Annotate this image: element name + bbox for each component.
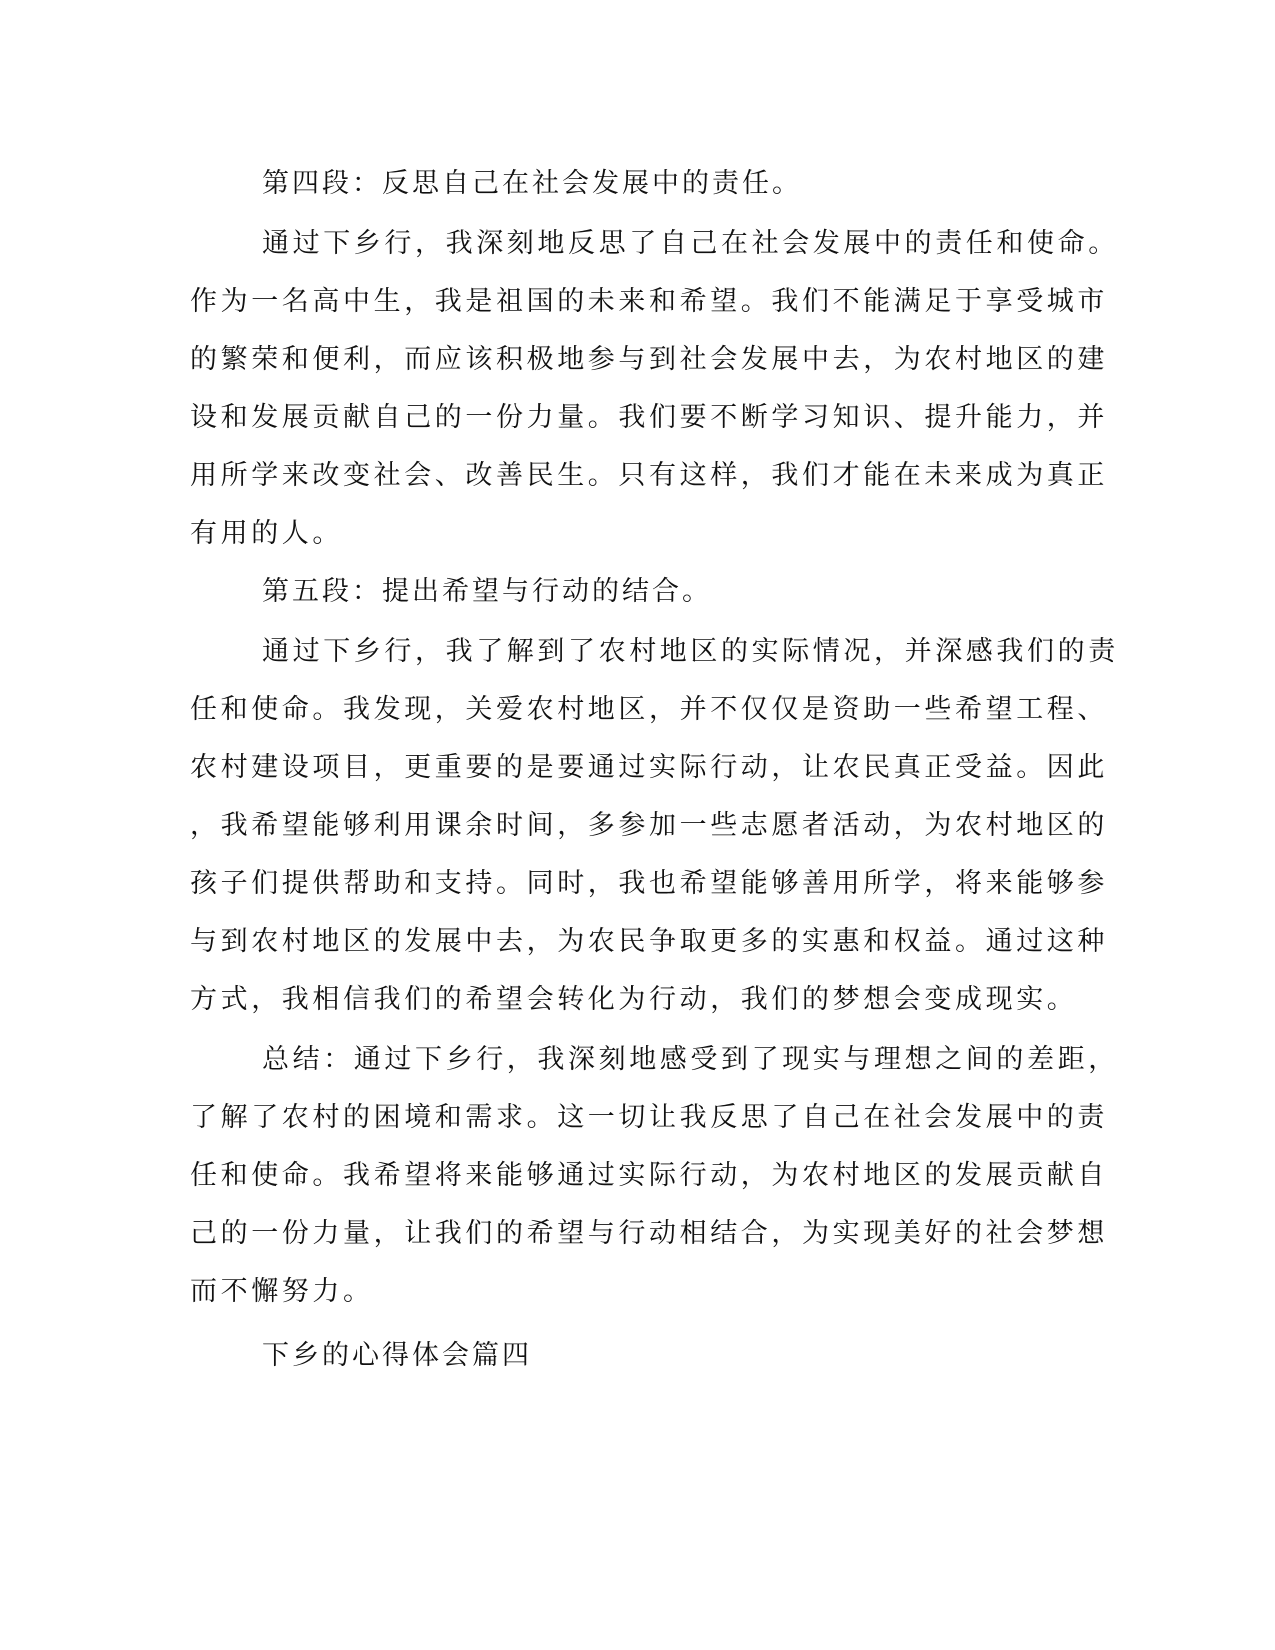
section5-line: 与到农村地区的发展中去，为农民争取更多的实惠和权益。通过这种 bbox=[190, 926, 1108, 957]
summary-line: 任和使命。我希望将来能够通过实际行动，为农村地区的发展贡献自 bbox=[190, 1160, 1108, 1191]
section4-line: 作为一名高中生，我是祖国的未来和希望。我们不能满足于享受城市 bbox=[190, 286, 1108, 317]
section4-line: 的繁荣和便利，而应该积极地参与到社会发展中去，为农村地区的建 bbox=[190, 344, 1108, 375]
section5-line: 任和使命。我发现，关爱农村地区，并不仅仅是资助一些希望工程、 bbox=[190, 694, 1108, 725]
section4-line: 通过下乡行，我深刻地反思了自己在社会发展中的责任和使命。 bbox=[262, 228, 1119, 259]
section5-line: ，我希望能够利用课余时间，多参加一些志愿者活动，为农村地区的 bbox=[190, 810, 1108, 841]
section5-line: 方式，我相信我们的希望会转化为行动，我们的梦想会变成现实。 bbox=[190, 984, 1078, 1015]
section4-line: 设和发展贡献自己的一份力量。我们要不断学习知识、提升能力，并 bbox=[190, 402, 1108, 433]
summary-line: 了解了农村的困境和需求。这一切让我反思了自己在社会发展中的责 bbox=[190, 1102, 1108, 1133]
summary-line: 而不懈努力。 bbox=[190, 1276, 374, 1307]
section5-line: 农村建设项目，更重要的是要通过实际行动，让农民真正受益。因此 bbox=[190, 752, 1108, 783]
section5-line: 通过下乡行，我了解到了农村地区的实际情况，并深感我们的责 bbox=[262, 636, 1119, 667]
section4-heading: 第四段：反思自己在社会发展中的责任。 bbox=[262, 168, 802, 199]
section4-line: 有用的人。 bbox=[190, 518, 343, 549]
summary-line: 总结：通过下乡行，我深刻地感受到了现实与理想之间的差距， bbox=[262, 1044, 1119, 1075]
section5-line: 孩子们提供帮助和支持。同时，我也希望能够善用所学，将来能够参 bbox=[190, 868, 1108, 899]
section5-heading: 第五段：提出希望与行动的结合。 bbox=[262, 576, 712, 607]
next-section-title: 下乡的心得体会篇四 bbox=[262, 1340, 532, 1371]
section4-line: 用所学来改变社会、改善民生。只有这样，我们才能在未来成为真正 bbox=[190, 460, 1108, 491]
summary-line: 己的一份力量，让我们的希望与行动相结合，为实现美好的社会梦想 bbox=[190, 1218, 1108, 1249]
